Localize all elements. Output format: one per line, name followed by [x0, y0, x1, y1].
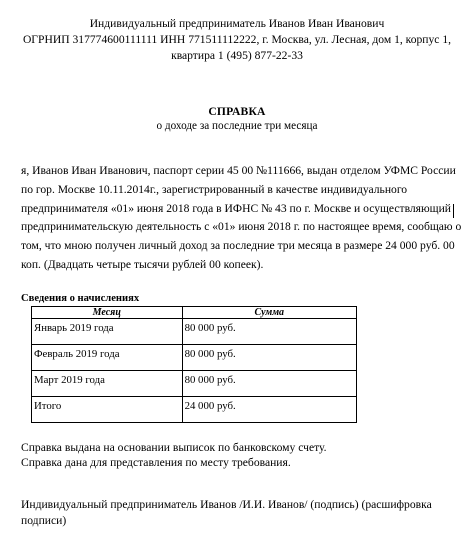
column-header-amount: Сумма: [182, 307, 356, 319]
basis-note: Справка выдана на основании выписок по банковскому счету.: [21, 441, 327, 454]
body-line: коп. (Двадцать четыре тысячи рублей 00 копеек).: [21, 257, 264, 271]
table-row: [32, 371, 357, 397]
total-amount-cell: 24 000 руб.: [182, 397, 356, 423]
accruals-heading: Сведения о начислениях: [21, 293, 140, 304]
column-header-month: Месяц: [32, 307, 183, 319]
issuer-apartment-phone: квартира 1 (495) 877-22-33: [171, 49, 303, 62]
table-row: [32, 319, 357, 345]
total-label-cell: Итого: [32, 397, 183, 423]
body-line: по гор. Москве 10.11.2014г., зарегистрированный в качестве индивидуального: [21, 182, 408, 196]
signature-line-continued: подписи): [21, 514, 67, 527]
purpose-note: Справка дана для представления по месту требования.: [21, 456, 291, 469]
body-line: том, что мною получен личный доход за последние три месяца в размере 24 000 руб. 00: [21, 239, 455, 253]
body-line: предпринимательскую деятельность с «01» июня 2018 г. по настоящее время, сообщаю о: [21, 220, 462, 234]
body-paragraph: [21, 162, 461, 275]
accruals-table: [31, 306, 357, 423]
amount-cell: 80 000 руб.: [182, 371, 356, 397]
table-header-row: [32, 307, 357, 319]
table-row: [32, 345, 357, 371]
table-row-total: [32, 397, 357, 423]
document-title: СПРАВКА: [208, 105, 266, 118]
document-subtitle: о доходе за последние три месяца: [156, 120, 318, 132]
issuer-name: Индивидуальный предприниматель Иванов Иван Иванович: [89, 17, 385, 30]
month-cell: Февраль 2019 года: [32, 345, 183, 371]
amount-cell: 80 000 руб.: [182, 319, 356, 345]
amount-cell: 80 000 руб.: [182, 345, 356, 371]
body-line: предпринимателя «01» июня 2018 года в ИФНС № 43 по г. Москве и осуществляющий: [21, 201, 452, 215]
issuer-registration-address: ОГРНИП 317774600111111 ИНН 771511112222, г. Москва, ул. Лесная, дом 1, корпус 1,: [22, 33, 452, 46]
month-cell: Январь 2019 года: [32, 319, 183, 345]
text-cursor: [453, 204, 454, 218]
month-cell: Март 2019 года: [32, 371, 183, 397]
signature-line: Индивидуальный предприниматель Иванов /И.И. Иванов/ (подпись) (расшифровка: [21, 498, 432, 511]
body-line: я, Иванов Иван Иванович, паспорт серии 45 00 №111666, выдан отделом УФМС России: [21, 164, 456, 177]
